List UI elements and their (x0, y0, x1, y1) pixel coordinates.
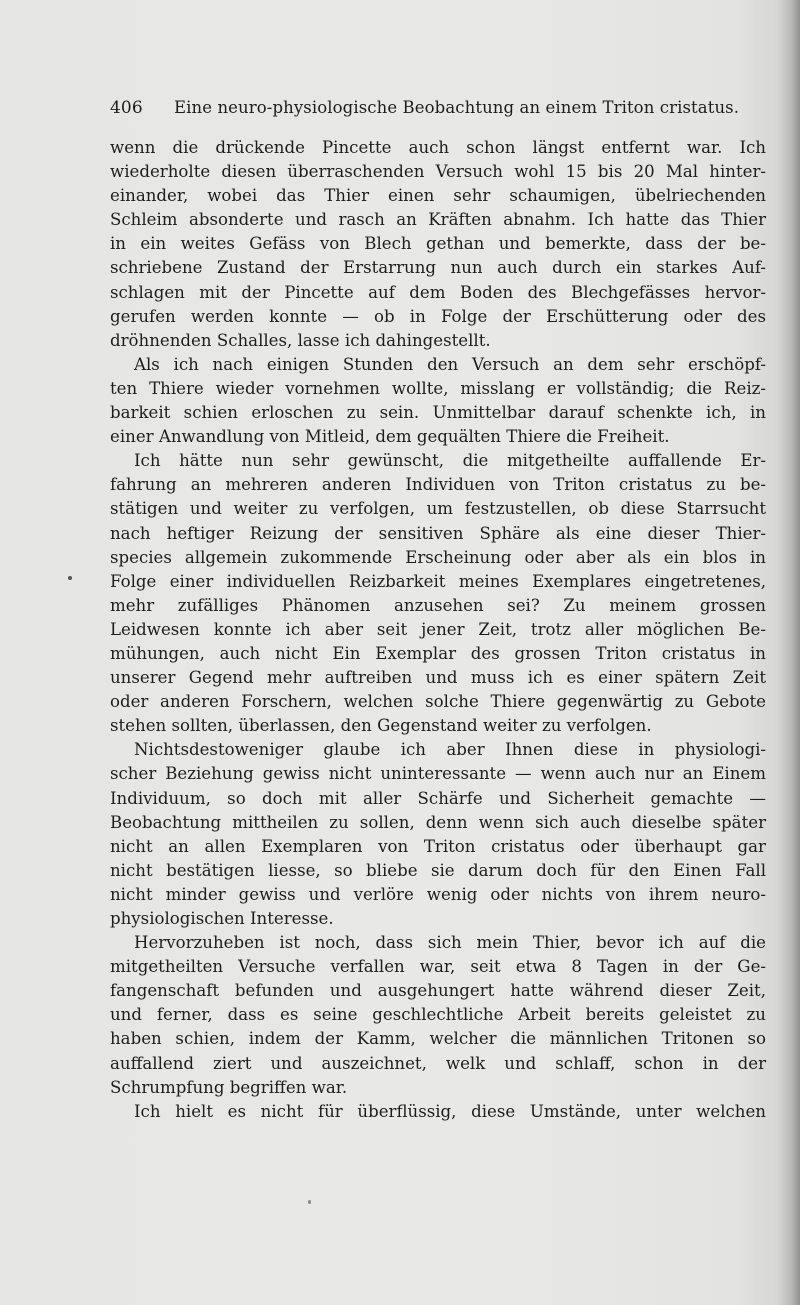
text-line: auffallend ziert und auszeichnet, welk und schlaff, schon in der (110, 1053, 766, 1073)
text-line: Individuum, so doch mit aller Schärfe und Sicherheit gemachte — (110, 788, 766, 808)
text-line: und ferner, dass es seine geschlechtliche Arbeit bereits geleistet zu (110, 1005, 766, 1025)
text-line: gerufen werden konnte — ob in Folge der Erschütterung oder des (110, 306, 766, 326)
text-line: einander, wobei das Thier einen sehr schaumigen, übelriechenden (110, 186, 766, 206)
text-line: stehen sollten, überlassen, den Gegenstand weiter zu verfolgen. (110, 716, 652, 736)
text-line: ten Thiere wieder vornehmen wollte, misslang er vollständig; die Reiz- (110, 378, 766, 398)
running-header (110, 98, 740, 128)
text-line: nicht bestätigen liesse, so bliebe sie darum doch für den Einen Fall (110, 860, 766, 880)
running-title: Eine neuro-physiologische Beobachtung an einem Triton cristatus. (174, 98, 740, 117)
text-line: Hervorzuheben ist noch, dass sich mein Thier, bevor ich auf die (134, 933, 766, 953)
text-line: oder anderen Forschern, welchen solche Thiere gegenwärtig zu Gebote (110, 692, 766, 712)
text-line: fangenschaft befunden und ausgehungert hatte während dieser Zeit, (110, 981, 766, 1001)
text-line: Leidwesen konnte ich aber seit jener Zeit, trotz aller möglichen Be- (110, 619, 766, 639)
text-line: in ein weites Gefäss von Blech gethan und bemerkte, dass der be- (110, 234, 766, 254)
text-line: stätigen und weiter zu verfolgen, um festzustellen, ob diese Starrsucht (110, 499, 766, 519)
text-line: Schrumpfung begriffen war. (110, 1077, 348, 1097)
text-line: schriebene Zustand der Erstarrung nun auch durch ein starkes Auf- (110, 258, 766, 278)
text-line: dröhnenden Schalles, lasse ich dahingestellt. (110, 330, 491, 350)
text-line: mitgetheilten Versuche verfallen war, seit etwa 8 Tagen in der Ge- (110, 957, 766, 977)
text-line: einer Anwandlung von Mitleid, dem gequälten Thiere die Freiheit. (110, 427, 670, 447)
text-line: Beobachtung mittheilen zu sollen, denn wenn sich auch dieselbe später (110, 812, 766, 832)
text-line: Ich hätte nun sehr gewünscht, die mitgetheilte auffallende Er- (134, 451, 766, 471)
text-line: schlagen mit der Pincette auf dem Boden des Blechgefässes hervor- (110, 282, 766, 302)
text-line: unserer Gegend mehr auftreiben und muss ich es einer spätern Zeit (110, 668, 766, 688)
text-line: Als ich nach einigen Stunden den Versuch an dem sehr erschöpf- (134, 354, 766, 374)
text-line: nicht an allen Exemplaren von Triton cristatus oder überhaupt gar (110, 836, 766, 856)
text-line: mehr zufälliges Phänomen anzusehen sei? Zu meinem grossen (110, 595, 766, 615)
text-line: Folge einer individuellen Reizbarkeit meines Exemplares eingetretenes, (110, 571, 766, 591)
paper-speck (308, 1200, 311, 1204)
text-line: haben schien, indem der Kamm, welcher die männlichen Tritonen so (110, 1029, 766, 1049)
body-text (110, 136, 766, 1124)
text-line: wiederholte diesen überraschenden Versuch wohl 15 bis 20 Mal hinter- (110, 162, 766, 182)
page-number: 406 (110, 98, 143, 118)
text-line: Nichtsdestoweniger glaube ich aber Ihnen diese in physiologi- (134, 740, 766, 760)
text-line: nach heftiger Reizung der sensitiven Sphäre als eine dieser Thier- (110, 523, 766, 543)
text-line: Schleim absonderte und rasch an Kräften abnahm. Ich hatte das Thier (110, 210, 766, 230)
text-line: wenn die drückende Pincette auch schon längst entfernt war. Ich (110, 138, 766, 157)
paper-speck (68, 576, 72, 580)
page-edge-shadow (778, 0, 800, 1305)
text-line: mühungen, auch nicht Ein Exemplar des grossen Triton cristatus in (110, 643, 766, 663)
text-line: Ich hielt es nicht für überflüssig, diese Umstände, unter welchen (134, 1101, 766, 1121)
text-line: nicht minder gewiss und verlöre wenig oder nichts von ihrem neuro- (110, 884, 766, 904)
text-line: fahrung an mehreren anderen Individuen von Triton cristatus zu be- (110, 475, 766, 495)
text-line: species allgemein zukommende Erscheinung oder aber als ein blos in (110, 547, 766, 567)
text-line: barkeit schien erloschen zu sein. Unmittelbar darauf schenkte ich, in (110, 403, 766, 423)
text-line: scher Beziehung gewiss nicht uninteressante — wenn auch nur an Einem (110, 764, 766, 784)
text-line: physiologischen Interesse. (110, 909, 334, 928)
